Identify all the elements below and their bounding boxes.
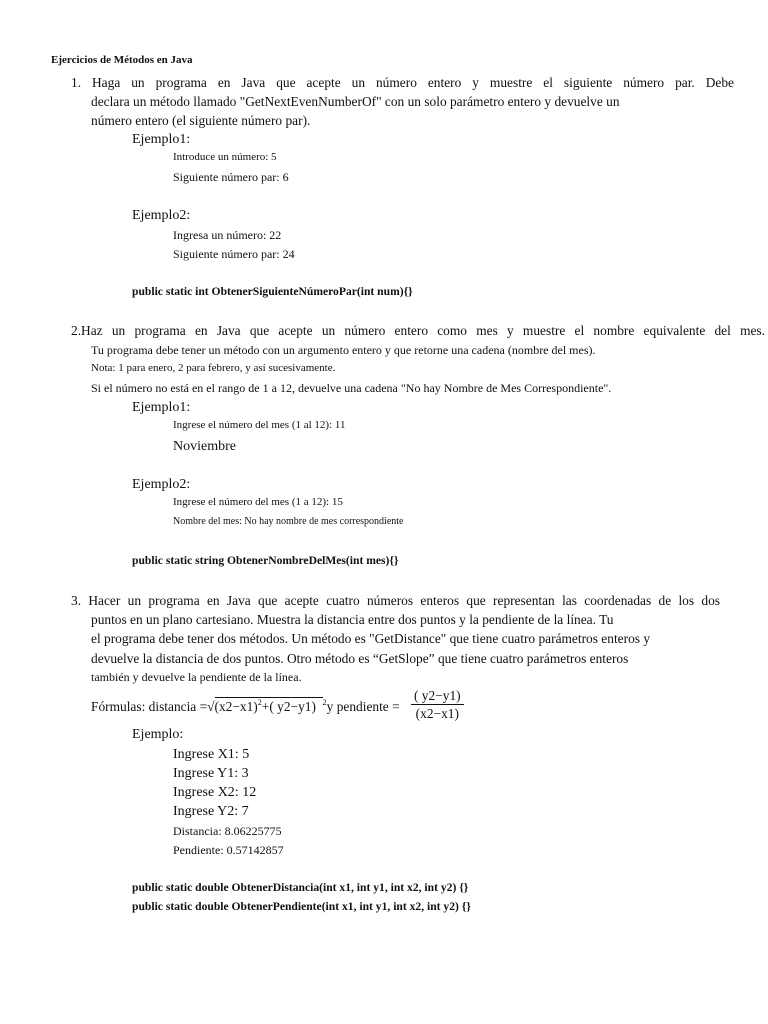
slope-denominator: (x2−x1) [415,706,459,722]
ex1-example2-input: Ingresa un número: 22 [173,228,282,242]
ex3-method-signature-slope: public static double ObtenerPendiente(int x1, int y1, int x2, int y2) {} [132,900,471,913]
ex1-example2-output: Siguiente número par: 24 [173,247,295,261]
ex1-example1-input: Introduce un número: 5 [173,151,277,163]
ex2-statement-line-2: Tu programa debe tener un método con un argumento entero y que retorne una cadena (nombre del mes). [91,343,596,357]
ex2-example1-input: Ingrese el número del mes (1 al 12): 11 [173,419,346,431]
document-title: Ejercicios de Métodos en Java [51,54,193,66]
ex3-method-signature-distance: public static double ObtenerDistancia(int x1, int y1, int x2, int y2) {} [132,881,469,894]
square-root-radicand [215,697,323,714]
ex1-example1-output: Siguiente número par: 6 [173,170,289,184]
formula-exponent-1: 2 [257,698,262,707]
formula-middle-text: y pendiente = [326,699,400,714]
ex3-example-y2: Ingrese Y2: 7 [173,804,249,819]
ex1-statement-line-1: 1. Haga un programa en Java que acepte un número entero y muestre el siguiente número par. Debe [71,75,734,90]
ex1-statement-line-2: declara un método llamado "GetNextEvenNumberOf" con un solo parámetro entero y devuelve un [91,94,620,109]
square-root-symbol: √ [207,699,215,714]
formula-term-2: ( y2−y1) [269,699,316,714]
ex3-statement-line-1: 3. Hacer un programa en Java que acepte cuatro números enteros que representan las coordenadas de los dos [71,593,720,608]
ex3-example-y1: Ingrese Y1: 3 [173,766,249,781]
ex2-example2-input: Ingrese el número del mes (1 a 12): 15 [173,496,343,508]
ex2-method-signature: public static string ObtenerNombreDelMes(int mes){} [132,554,399,567]
fraction-bar [411,704,464,705]
ex2-example2-label: Ejemplo2: [132,477,191,492]
ex2-example1-output: Noviembre [173,439,236,454]
ex3-example-slope: Pendiente: 0.57142857 [173,843,284,857]
ex3-statement-line-4: devuelve la distancia de dos puntos. Otro método es “GetSlope” que tiene cuatro parámetros enteros [91,651,629,666]
ex3-example-distance: Distancia: 8.06225775 [173,824,282,838]
ex3-statement-line-5: también y devuelve la pendiente de la línea. [91,670,302,684]
formula-plus: + [261,699,270,714]
ex1-example2-label: Ejemplo2: [132,208,191,223]
ex3-statement-line-2: puntos en un plano cartesiano. Muestra la distancia entre dos puntos y la pendiente de la línea. Tu [91,612,614,627]
slope-numerator: ( y2−y1) [414,688,461,703]
ex2-statement-line-4: Si el número no está en el rango de 1 a 12, devuelve una cadena "No hay Nombre de Mes Correspondiente". [91,381,612,395]
ex3-example-x1: Ingrese X1: 5 [173,747,250,762]
formula-exponent-2: 2 [322,698,327,707]
ex1-statement-line-3: número entero (el siguiente número par). [91,113,311,128]
ex2-statement-line-1: 2.Haz un programa en Java que acepte un número entero como mes y muestre el nombre equivalente del mes. [71,323,765,338]
slope-fraction [411,689,464,721]
ex1-method-signature: public static int ObtenerSiguienteNúmeroPar(int num){} [132,285,413,298]
formula-prefix: Fórmulas: distancia = [91,699,208,714]
ex2-example2-output: Nombre del mes: No hay nombre de mes correspondiente [173,516,404,527]
ex3-statement-line-3: el programa debe tener dos métodos. Un método es "GetDistance" que tiene cuatro parámetros enteros y [91,631,651,646]
ex2-example1-label: Ejemplo1: [132,400,191,415]
ex1-example1-label: Ejemplo1: [132,132,191,147]
ex3-example-label: Ejemplo: [132,727,184,742]
ex3-formula [91,699,400,713]
ex3-example-x2: Ingrese X2: 12 [173,785,257,800]
formula-term-1: (x2−x1) [214,699,258,714]
ex2-statement-line-3: Nota: 1 para enero, 2 para febrero, y así sucesivamente. [91,362,336,374]
